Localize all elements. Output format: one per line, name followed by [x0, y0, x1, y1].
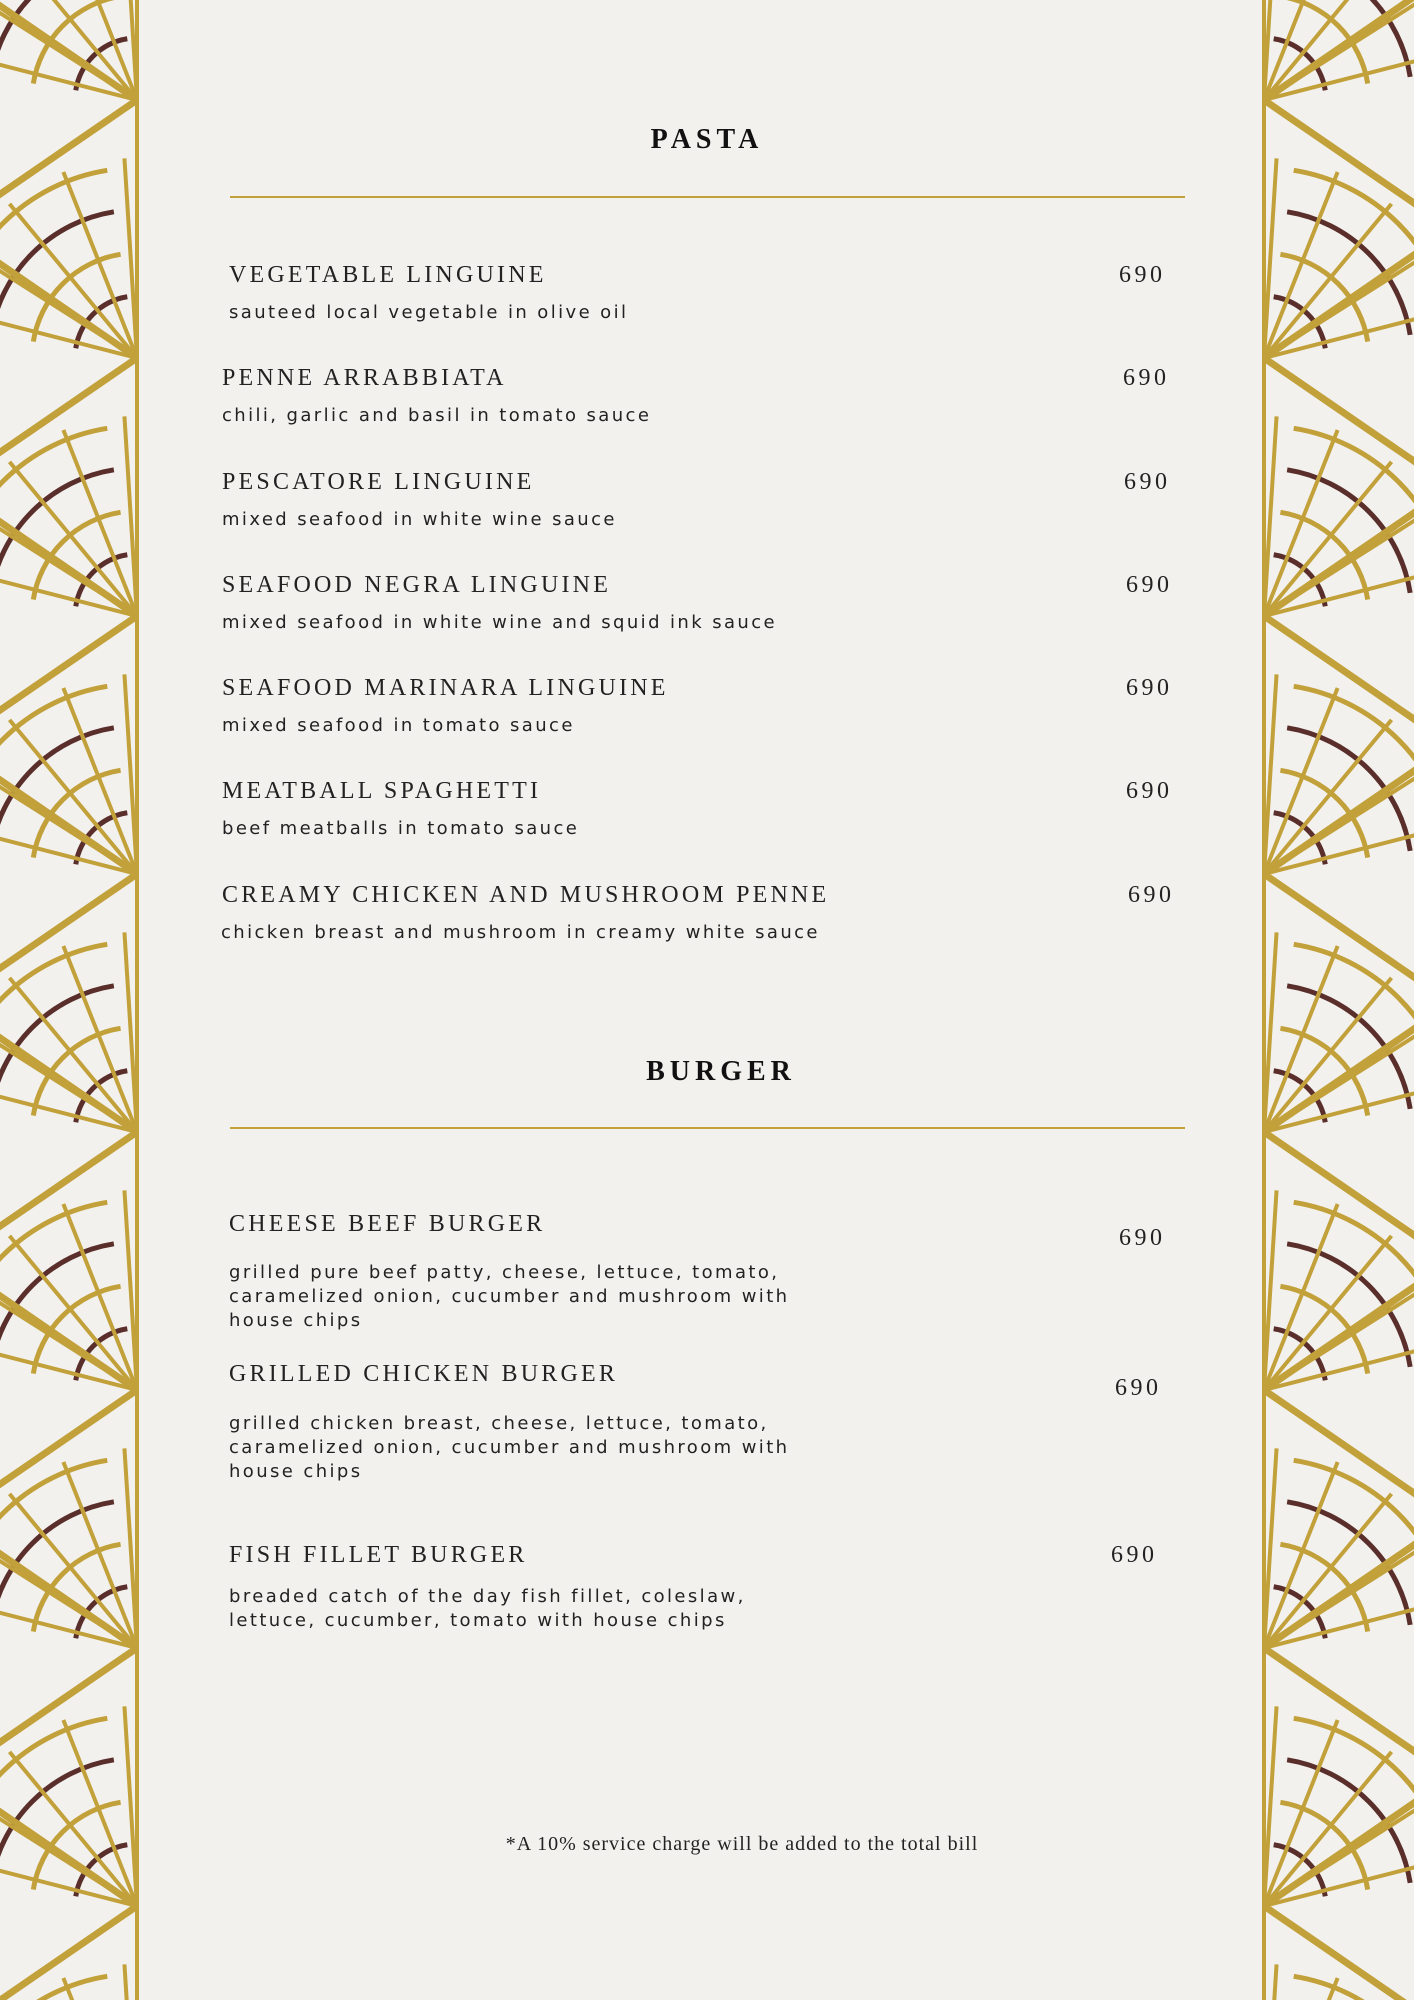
item-description: beef meatballs in tomato sauce	[222, 818, 580, 839]
item-price: 690	[1126, 675, 1173, 701]
item-name: SEAFOOD NEGRA LINGUINE	[222, 572, 612, 598]
item-name: VEGETABLE LINGUINE	[229, 262, 547, 288]
item-description: mixed seafood in tomato sauce	[222, 715, 575, 736]
item-price: 690	[1119, 262, 1166, 288]
item-price: 690	[1126, 778, 1173, 804]
item-description: chili, garlic and basil in tomato sauce	[222, 405, 652, 426]
item-name: CHEESE BEEF BURGER	[229, 1211, 546, 1237]
item-description: grilled chicken breast, cheese, lettuce, tomato, caramelized onion, cucumber and mushroom with house chips	[229, 1413, 790, 1482]
item-name: CREAMY CHICKEN AND MUSHROOM PENNE	[222, 882, 830, 908]
item-name: SEAFOOD MARINARA LINGUINE	[222, 675, 669, 701]
item-description: sauteed local vegetable in olive oil	[229, 302, 629, 323]
section-title-burger: BURGER	[646, 1056, 796, 1087]
item-name: MEATBALL SPAGHETTI	[222, 778, 542, 804]
item-price: 690	[1126, 572, 1173, 598]
item-price: 690	[1119, 1225, 1166, 1251]
item-name: PENNE ARRABBIATA	[222, 365, 507, 391]
item-price: 690	[1111, 1542, 1158, 1568]
item-description: mixed seafood in white wine and squid ink sauce	[222, 612, 777, 633]
section-divider	[230, 1127, 1185, 1129]
item-description: grilled pure beef patty, cheese, lettuce, tomato, caramelized onion, cucumber and mushroom with house chips	[229, 1262, 790, 1331]
service-charge-note: *A 10% service charge will be added to the total bill	[505, 1833, 979, 1855]
item-description: chicken breast and mushroom in creamy white sauce	[221, 922, 820, 943]
item-price: 690	[1123, 365, 1170, 391]
item-name: FISH FILLET BURGER	[229, 1542, 528, 1568]
item-name: PESCATORE LINGUINE	[222, 469, 535, 495]
item-description: mixed seafood in white wine sauce	[222, 509, 617, 530]
item-price: 690	[1115, 1375, 1162, 1401]
item-price: 690	[1124, 469, 1171, 495]
item-price: 690	[1128, 882, 1175, 908]
section-title-pasta: PASTA	[650, 124, 764, 155]
section-divider	[230, 196, 1185, 198]
item-description: breaded catch of the day fish fillet, coleslaw, lettuce, cucumber, tomato with house chips	[229, 1586, 746, 1631]
item-name: GRILLED CHICKEN BURGER	[229, 1361, 619, 1387]
